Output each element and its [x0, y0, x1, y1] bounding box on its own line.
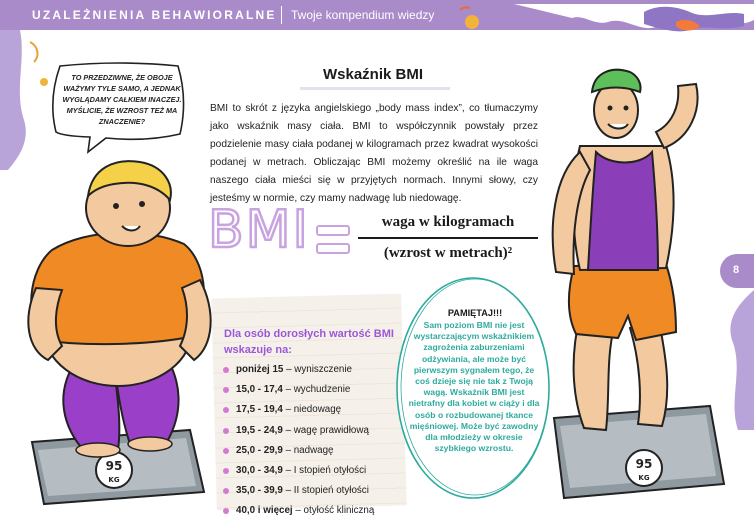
header-separator: [281, 6, 282, 24]
list-item: [222, 461, 406, 481]
bmi-ranges-heading: Dla osób dorosłych wartość BMI wskazuje na:: [224, 328, 394, 356]
list-item: [222, 421, 406, 441]
range-desc: – niedowagę: [282, 404, 342, 416]
list-item: [222, 481, 406, 501]
remember-title: PAMIĘTAJ!!!: [447, 308, 503, 318]
range-desc: – II stopień otyłości: [282, 485, 369, 497]
list-item: [222, 501, 406, 521]
equals-bar-bottom: [316, 243, 350, 254]
overweight-man-illustration: [18, 150, 218, 510]
bullet-dot-icon: [223, 468, 229, 474]
range-value: 35,0 - 39,9: [236, 485, 283, 497]
equals-sign: [316, 225, 350, 257]
list-item: [222, 380, 406, 400]
left-scale-unit: KG: [108, 476, 120, 484]
range-value: poniżej 15: [236, 364, 284, 375]
formula-denominator: (wzrost w metrach)²: [383, 245, 513, 261]
range-value: 40,0 i więcej: [236, 505, 293, 517]
bullet-dot-icon: [223, 428, 229, 434]
article-title: Wskaźnik BMI: [322, 66, 424, 83]
header-splash-decoration: [444, 4, 754, 38]
equals-bar-top: [316, 225, 350, 236]
page-number: 8: [733, 264, 740, 276]
list-item: [222, 441, 406, 461]
right-scale-value: 95: [635, 457, 653, 471]
bullet-dot-icon: [223, 407, 229, 413]
range-desc: – wyniszczenie: [283, 364, 352, 375]
bullet-dot-icon: [223, 387, 229, 393]
formula-numerator: waga w kilogramach: [381, 214, 515, 230]
range-value: 17,5 - 19,4: [236, 404, 283, 416]
muscular-man-illustration: [540, 66, 726, 506]
list-item: [222, 400, 406, 420]
article-intro: BMI to skrót z języka angielskiego „body mass index”, co tłumaczymy jako wskaźnik masy ciała. BMI to współczynnik powstały przez podzielenie masy ciała podanej w kilogramach przez kwadrat wysokości podanej w metrach. Obliczając BMI możemy określić na ile waga naszego ciała mieści się w przyjętych normach. Innymi słowy, czy jesteśmy w normie, czy mamy nadwagę lub niedowagę.: [210, 103, 538, 204]
title-highlight: [300, 87, 450, 90]
bullet-dot-icon: [223, 367, 229, 373]
fraction-line: [358, 237, 538, 239]
speech-bubble-text: TO PRZEDZIWNE, ŻE OBOJE WAŻYMY TYLE SAMO, A JEDNAK WYGLĄDAMY CAŁKIEM INACZEJ. MYŚLICIE, ŻE WZROST TEŻ MA ZNACZENIE?: [62, 73, 182, 126]
range-desc: – otyłość kliniczną: [292, 505, 375, 517]
remember-text: Sam poziom BMI nie jest wystarczającym wskaźnikiem zagrożenia zaburzeniami odżywiania, ale może być pierwszym sygnałem tego, że coś dzieje się nie tak z Twoją wagą. Wskaźnik BMI jest nietrafny dla kobiet w ciąży i dla osób o rozbudowanej tkance mięśniowej. Może być zawodny dla młodzieży w okresie szybkiego wzrostu.: [408, 320, 540, 454]
header-title: UZALEŻNIENIA BEHAWIORALNE: [32, 8, 277, 22]
bullet-dot-icon: [223, 488, 229, 494]
header-subtitle: Twoje kompendium wiedzy: [291, 8, 435, 22]
bullet-dot-icon: [223, 448, 229, 454]
range-desc: – I stopień otyłości: [282, 464, 367, 476]
range-value: 19,5 - 24,9: [236, 424, 283, 436]
range-desc: – wychudzenie: [282, 384, 351, 396]
list-item: [222, 360, 406, 380]
range-value: 25,0 - 29,9: [236, 444, 283, 456]
range-value: 15,0 - 17,4: [236, 384, 283, 396]
bmi-formula: [208, 200, 538, 284]
formula-bmi-label: BMI: [208, 200, 310, 260]
bullet-dot-icon: [223, 508, 229, 514]
range-value: 30,0 - 34,9: [236, 464, 283, 476]
range-desc: – nadwagę: [282, 444, 334, 456]
right-scale-unit: KG: [638, 474, 650, 482]
left-scale-value: 95: [105, 459, 123, 473]
bmi-ranges-list: [222, 360, 406, 522]
range-desc: – wagę prawidłową: [282, 424, 369, 436]
